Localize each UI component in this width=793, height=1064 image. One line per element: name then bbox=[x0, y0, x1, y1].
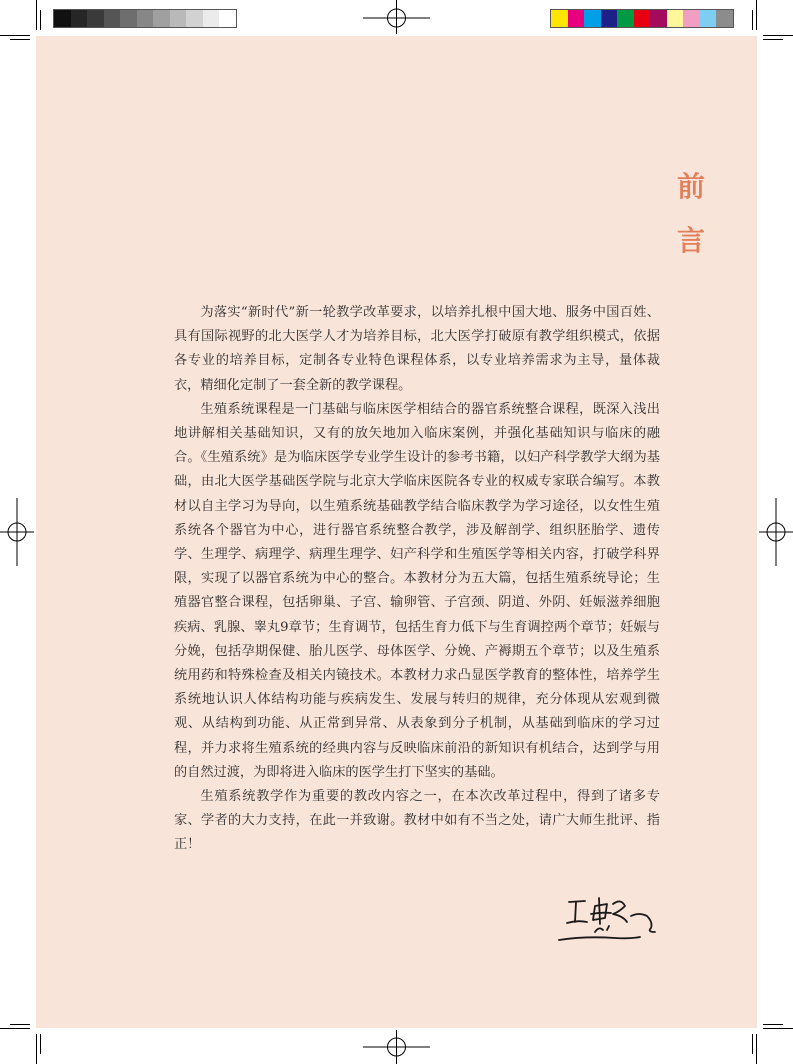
gray-swatch bbox=[71, 10, 88, 27]
paragraph-2: 生殖系统课程是一门基础与临床医学相结合的器官系统整合课程，既深入浅出地讲解相关基础知识，又有的放矢地加入临床案例，并强化基础知识与临床的融合。《生殖系统》是为临床医学专业学生设计的参考书籍，以妇产科学教学大纲为基础，由北大医学基础医学院与北京大学临床医院各专业的权威专家联合编写。本教材以自主学习为导向，以生殖系统基础教学结合临床教学为学习途径，以女性生殖系统各个器官为中心，进行器官系统整合教学，涉及解剖学、组织胚胎学、遗传学、生理学、病理学、病理生理学、妇产科学和生殖医学等相关内容，打破学科界限，实现了以器官系统为中心的整合。本教材分为五大篇，包括生殖系统导论；生殖器官整合课程，包括卵巢、子宫、输卵管、子宫颈、阴道、外阴、妊娠滋养细胞疾病、乳腺、睾丸9章节；生育调节，包括生育力低下与生育调控两个章节；妊娠与分娩，包括孕期保健、胎儿医学、母体医学、分娩、产褥期五个章节；以及生殖系统用药和特殊检查及相关内镜技术。本教材力求凸显医学教育的整体性，培养学生系统地认识人体结构功能与疾病发生、发展与转归的规律，充分体现从宏观到微观、从结构到功能、从正常到异常、从表象到分子机制，从基础到临床的学习过程，并力求将生殖系统的经典内容与反映临床前沿的新知识有机结合，达到学与用的自然过渡，为即将进入临床的医学生打下坚实的基础。 bbox=[174, 401, 660, 780]
gray-swatch bbox=[137, 10, 154, 27]
color-swatch bbox=[700, 10, 717, 27]
signature-image bbox=[555, 892, 685, 952]
gray-swatch bbox=[186, 10, 203, 27]
gray-swatch bbox=[219, 10, 236, 27]
heading-char-1: 前 bbox=[676, 170, 705, 203]
color-swatch bbox=[568, 10, 585, 27]
preface-heading bbox=[674, 160, 708, 268]
color-swatch bbox=[617, 10, 634, 27]
gray-swatch bbox=[104, 10, 121, 27]
gray-swatch bbox=[170, 10, 187, 27]
color-calibration-bar bbox=[550, 9, 734, 28]
gray-swatch bbox=[87, 10, 104, 27]
color-swatch bbox=[683, 10, 700, 27]
color-swatch bbox=[551, 10, 568, 27]
color-swatch bbox=[601, 10, 618, 27]
color-swatch bbox=[716, 10, 733, 27]
heading-char-2: 言 bbox=[676, 224, 705, 257]
color-swatch bbox=[584, 10, 601, 27]
color-swatch bbox=[634, 10, 651, 27]
paragraph-3: 生殖系统教学作为重要的教改内容之一，在本次改革过程中，得到了诸多专家、学者的大力支持，在此一并致谢。教材中如有不当之处，请广大师生批评、指正！ bbox=[174, 789, 660, 853]
gray-swatch bbox=[203, 10, 220, 27]
preface-body bbox=[174, 301, 660, 858]
color-swatch bbox=[667, 10, 684, 27]
gray-swatch bbox=[120, 10, 137, 27]
gray-swatch bbox=[54, 10, 71, 27]
paragraph-1: 为落实“新时代”新一轮教学改革要求，以培养扎根中国大地、服务中国百姓、具有国际视野的北大医学人才为培养目标，北大医学打破原有教学组织模式，依据各专业的培养目标，定制各专业特色课程体系，以专业培养需求为主导，量体裁衣，精细化定制了一套全新的教学课程。 bbox=[174, 305, 660, 393]
grayscale-calibration-bar bbox=[53, 9, 237, 28]
color-swatch bbox=[650, 10, 667, 27]
gray-swatch bbox=[153, 10, 170, 27]
